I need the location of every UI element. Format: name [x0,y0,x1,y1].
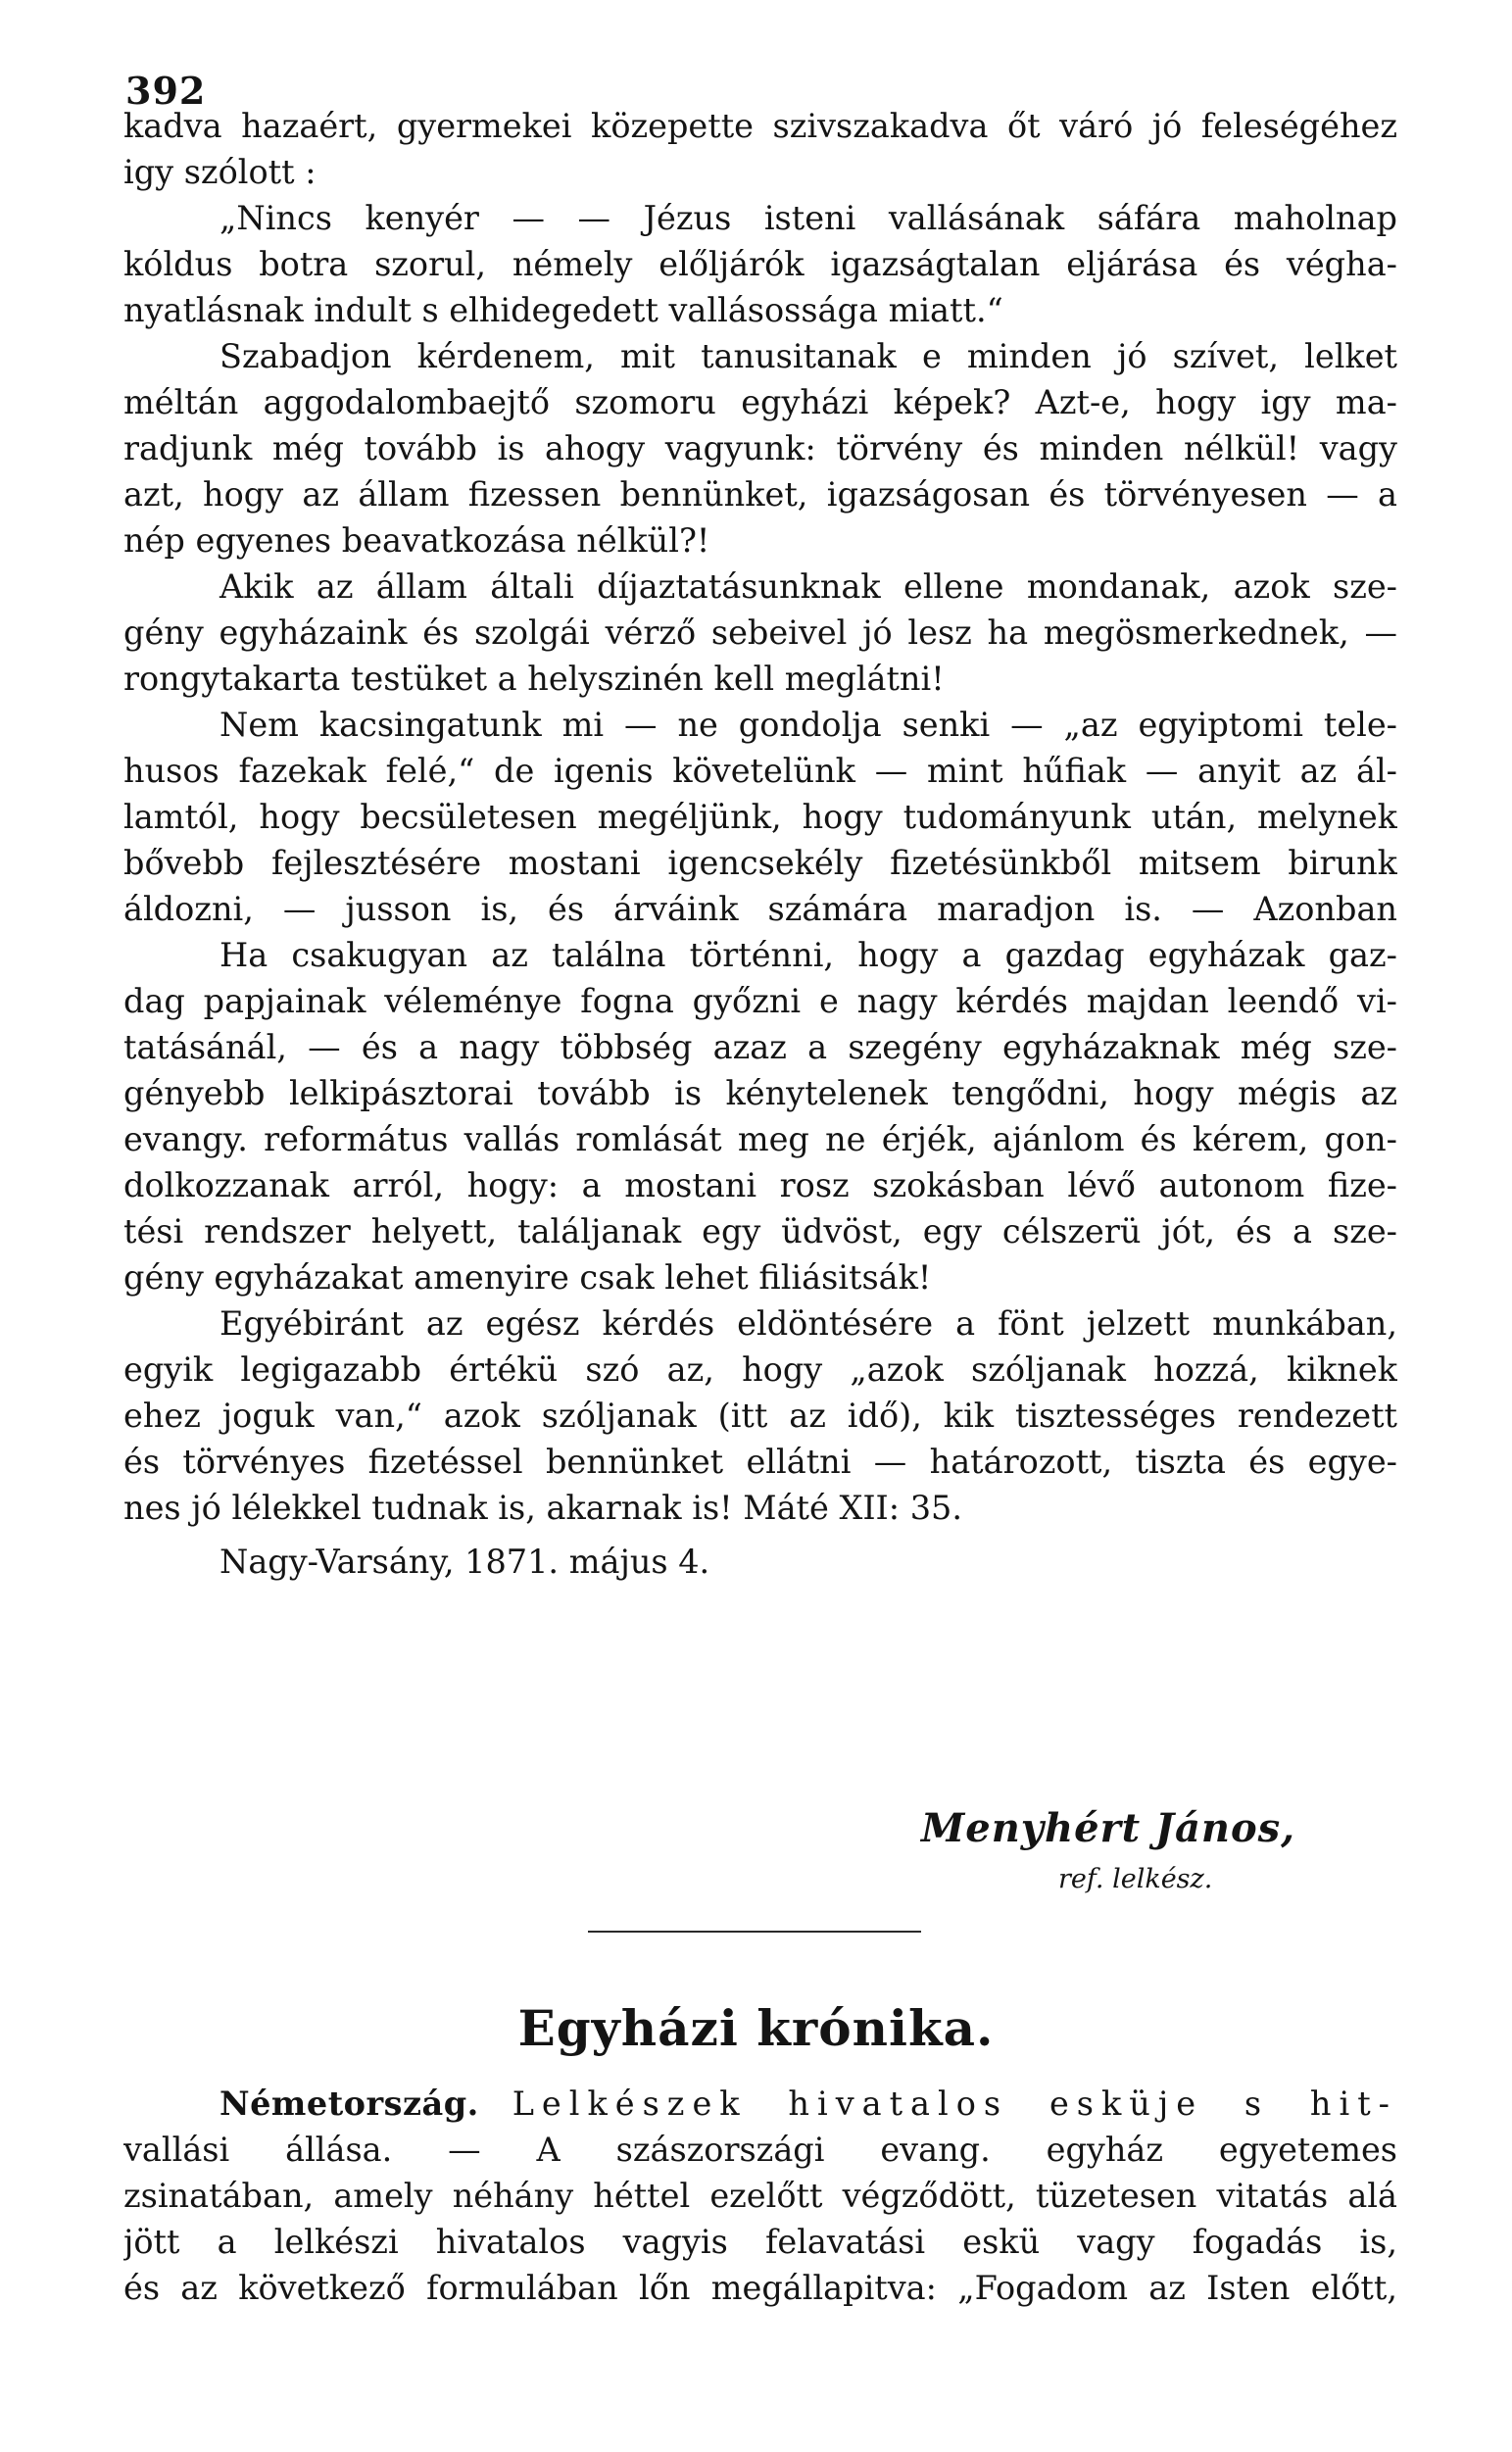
body-line: lamtól, hogy becsületesen megéljünk, hogy tudományunk után, melynek [123,798,1397,836]
body-line: gény egyházakat amenyire csak lehet filiásitsák! [123,1258,932,1297]
body-line: dag papjainak véleménye fogna győzni e nagy kérdés majdan leendő vi- [123,982,1397,1020]
body-line: azt, hogy az állam fizessen bennünket, igazságosan és törvényesen — a [123,475,1397,514]
section-title: Egyházi krónika. [517,1999,995,2057]
chronicle-first-line [123,2081,1397,2127]
body-line: gény egyházaink és szolgái vérző sebeivel jó lesz ha megösmerkednek, — [123,613,1397,652]
chronicle-heading: Németország. [219,2084,479,2123]
chronicle-line: zsinatában, amely néhány héttel ezelőtt végződött, tüzetesen vitatás alá [123,2177,1397,2215]
chronicle-body [123,2081,1397,2311]
body-line: és törvényes fizetéssel bennünket ellátni — határozott, tiszta és egye- [123,1443,1397,1481]
body-line: nép egyenes beavatkozása nélkül?! [123,521,710,560]
body-line: nyatlásnak indult s elhidegedett vallásossága miatt.“ [123,291,1003,329]
body-line: igy szólott : [123,153,317,191]
body-line: nes jó lélekkel tudnak is, akarnak is! Máté XII: 35. [123,1489,963,1527]
body-line: Nem kacsingatunk mi — ne gondolja senki — „az egyiptomi tele- [219,706,1397,744]
body-line: husos fazekak felé,“ de igenis követelünk — mint hűfiak — anyit az ál- [123,752,1397,790]
chronicle-line: Lelkészek hivatalos esküje s hit- [512,2084,1397,2123]
chronicle-line: és az következő formulában lőn megállapitva: „Fogadom az Isten előtt, [123,2269,1397,2307]
body-line: „Nincs kenyér — — Jézus isteni vallásának sáfára maholnap [219,199,1397,237]
author-role: ref. lelkész. [1058,1864,1213,1894]
body-line: méltán aggodalombaejtő szomoru egyházi képek? Azt-e, hogy igy ma- [123,383,1397,421]
article-body [123,103,1397,1585]
body-line: kadva hazaért, gyermekei közepette szivszakadva őt váró jó feleségéhez [123,107,1397,145]
chronicle-line: vallási állása. — A szászországi evang. egyház egyetemes [123,2131,1397,2169]
section-divider [588,1931,921,1933]
body-line: Szabadjon kérdenem, mit tanusitanak e minden jó szívet, lelket [219,337,1397,375]
body-line: dolkozzanak arról, hogy: a mostani rosz szokásban lévő autonom fize- [123,1166,1397,1204]
date-line: Nagy-Varsány, 1871. május 4. [219,1543,710,1581]
body-line: egyik legigazabb értékü szó az, hogy „azok szóljanak hozzá, kiknek [123,1350,1397,1389]
body-line: ehez joguk van,“ azok szóljanak (itt az idő), kik tisztességes rendezett [123,1397,1397,1435]
body-line: bővebb fejlesztésére mostani igencsekély fizetésünkből mitsem birunk [123,844,1397,882]
body-line: tatásánál, — és a nagy többség azaz a szegény egyházaknak még sze- [123,1028,1397,1066]
body-line: radjunk még tovább is ahogy vagyunk: törvény és minden nélkül! vagy [123,429,1397,467]
body-line: tési rendszer helyett, találjanak egy üdvöst, egy célszerü jót, és a sze- [123,1212,1397,1251]
body-line: rongytakarta testüket a helyszinén kell meglátni! [123,660,945,698]
author-signature: Menyhért János, [921,1805,1296,1851]
chronicle-line: jött a lelkészi hivatalos vagyis felavatási eskü vagy fogadás is, [123,2223,1397,2261]
body-line: áldozni, — jusson is, és árváink számára maradjon is. — Azonban [123,890,1397,928]
page-number: 392 [125,69,207,113]
body-line: gényebb lelkipásztorai tovább is kénytelenek tengődni, hogy mégis az [123,1074,1397,1112]
body-line: kóldus botra szorul, némely előljárók igazságtalan eljárása és végha- [123,245,1397,283]
body-line: Ha csakugyan az találna történni, hogy a gazdag egyházak gaz- [219,936,1397,974]
body-line: Akik az állam általi díjaztatásunknak ellene mondanak, azok sze- [219,567,1397,606]
body-line: Egyébiránt az egész kérdés eldöntésére a fönt jelzett munkában, [219,1304,1397,1343]
body-line: evangy. református vallás romlását meg ne érjék, ajánlom és kérem, gon- [123,1120,1397,1158]
